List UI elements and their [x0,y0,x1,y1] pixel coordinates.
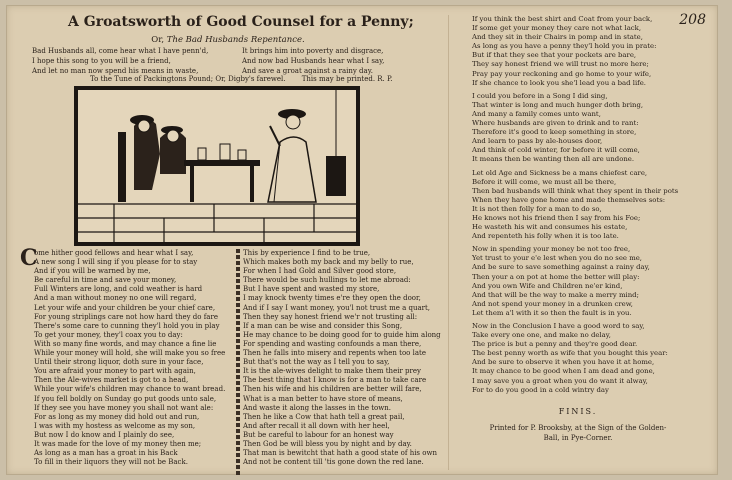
verse-line: When they have gone home and made themselves sots: [472,195,666,204]
verse-line: As long as you have a penny they'l hold you in prate: [472,42,657,51]
verse-line: To get your money, they'l coax you to day: [34,330,183,339]
verse-line: If you think the best shirt and Coat from your back, [472,15,653,23]
verse-line: He may chance to be doing good for to guide him along [243,330,441,339]
verse-line: And you own Wife and Children ne'er kind, [472,281,623,290]
verse-line: Where husbands are given to drink and to rant: [472,119,639,128]
verse-line: I may save you a groat when you do want it alway, [472,376,648,385]
verse-line: Full Winters are long, and cold weather is hard [34,285,203,294]
verse-line: ome hither good fellows and hear what I say, [34,249,194,257]
verse-line: Then he like a Cow that hath tell a great pail, [243,412,405,421]
verse-line: And learn to pass by ale-houses door, [472,137,603,146]
intro-line: And save a groat against a rainy day. [242,67,373,75]
subtitle-prefix: Or, [151,35,165,45]
verse-line: That winter is long and much hunger doth bring, [472,100,644,109]
intro-line: And now bad Husbands hear what I say, [242,57,385,65]
verse-line: A new song I will sing if you please for to stay [34,258,198,267]
verse-line: I may knock twenty times e're they open the door, [243,294,421,303]
woodcut-illustration [74,86,360,246]
verse-line: There would be such hullings to let me abroad: [243,276,411,285]
verse-line: There's some care to cunning they'l hold you in play [34,321,220,330]
verse-column-3 [472,15,684,395]
verse-line: And be sure to observe it when you have it at home, [472,358,655,367]
imprint-line: Ball, in Pye-Corner. [543,434,613,442]
verse-line: And repenteth his folly when it is too late. [472,232,619,241]
verse-line: This by experience I find to be true, [243,249,371,257]
intro-verse-right [242,46,384,76]
intro-verse-left [32,46,208,76]
verse-line: Then your a on pot at home the better will play: [472,272,640,281]
verse-line: For spending and wasting confounds a man there, [243,339,422,348]
verse-line: With so many fine words, and may chance a fine lie [34,339,217,348]
verse-line: But I have spent and wasted my store, [243,285,380,294]
verse-line: Now in spending your money be not too free, [472,245,631,254]
page-number: 208 [679,12,706,28]
verse-line: He wasteth his wit and consumes his estate, [472,223,628,232]
verse-line: They say honest friend we will trust no more here; [472,60,649,69]
verse-line: You are afraid your money to part with again, [34,367,196,376]
verse-line: While your money will hold, she will make you so free [34,349,226,358]
verse-line: And waste it along the lasses in the town. [243,403,391,412]
verse-line: To fill in their liquors they will not be Back. [34,458,188,467]
verse-column-1 [34,249,234,467]
verse-line: Until their strong liquor, doth sure in your face, [34,358,204,367]
verse-line: Let your wife and your children be your chief care, [34,303,216,312]
verse-line: The price is but a penny and they're good dear. [472,340,638,349]
verse-line: And that will be the way to make a merry mind; [472,290,639,299]
verse-line: If you fell boldly on Sunday go put goods unto sale, [34,394,217,403]
verse-line: Which makes both my back and my belly to rue, [243,258,414,267]
verse-line: Then his wife and his children are better will fare, [243,385,422,394]
verse-line: It is not then folly for a man to do so, [472,204,602,213]
verse-line: Then bad husbands will think what they spent in their pots [472,186,679,195]
verse-line: It may chance to be good when I am dead and gone, [472,367,655,376]
verse-line: I could you before in a Song I did sing, [472,91,608,100]
verse-line: Then the Ale-wives market is got to a head, [34,376,189,385]
verse-line: The best penny worth as wife that you bought this year: [472,349,668,358]
verse-line: If she chance to look you she'l lead you a bad life. [472,78,646,87]
verse-line: Let old Age and Sickness be a mans chiefest care, [472,168,648,177]
verse-line: And be sure to save something against a rainy day, [472,263,650,272]
verse-line: That man is bewitcht that hath a good state of his own [243,449,437,458]
verse-line: But be careful to labour for an honest way [243,430,394,439]
tune-line [90,75,393,83]
intro-line: Bad Husbands all, come hear what I have penn'd, [32,47,209,55]
verse-line: For when I had Gold and Silver good store, [243,267,397,276]
verse-line: For to do you good in a cold wintry day [472,385,609,394]
finis-label: FINIS. [558,407,598,416]
subtitle-text: The Bad Husbands Repentance. [166,35,305,45]
verse-line: But if that they see that your pockets are bare, [472,51,637,60]
verse-line: And many a family comes unto want, [472,109,601,118]
printer-imprint [472,423,684,443]
verse-line: But now I do know and I plainly do see, [34,430,175,439]
verse-line: And a man without money no one will regard, [34,294,197,303]
broadside-sheet [6,5,718,475]
column-divider [236,249,240,475]
verse-line: While your wife's children may chance to want bread. [34,385,226,394]
ballad-title: A Groatsworth of Good Counsel for a Penny; [68,14,414,30]
verse-line: He knows not his friend then I say from his Foe; [472,213,641,222]
verse-line: And think of cold winter, for before it will come, [472,146,640,155]
verse-line: Take every one one, and make no delay, [472,331,611,340]
verse-line: And they sit in their Chairs in pomp and in state, [472,33,643,42]
verse-line: And if you will be warned by me, [34,267,151,276]
verse-line: It means then be wanting then all are undone. [472,155,635,164]
verse-line: And if I say I want money, you'l not trust me a quart, [243,303,431,312]
verse-line: As long as a man has a groat in his Back [34,449,178,458]
verse-line: Before it will come, we must all be there, [472,177,617,186]
verse-line: Therefore it's good to keep something in store, [472,128,637,137]
tune-text: To the Tune of Packingtons Pound; Or, Digby's farewel. [90,75,286,83]
intro-line: I hope this song to you will be a friend, [32,57,171,65]
woodcut-svg [74,86,360,246]
verse-column-2 [243,249,448,467]
verse-line: If a man can be wise and consider this Song, [243,321,403,330]
verse-line: And after recall it all down with her heel, [243,421,390,430]
verse-line: Then they say honest friend we'r not trusting all: [243,312,418,321]
verse-line: Then he falls into misery and repents when too late [243,349,426,358]
intro-line: And let no man now spend his means in waste, [32,67,199,75]
verse-line: And not spend your money in a drunken crew, [472,299,633,308]
verse-line: I was with my hostess as welcome as my son, [34,421,196,430]
verse-line: For as long as my money did hold out and run, [34,412,200,421]
verse-line: What is a man better to have store of means, [243,394,403,403]
drop-capital: C [20,245,38,271]
verse-line: If some get your money they care not what lack, [472,24,642,33]
verse-line: But that's not the way as I tell you to say, [243,358,390,367]
verse-line: The best thing that I know is for a man to take care [243,376,427,385]
intro-line: It brings him into poverty and disgrace, [242,47,384,55]
verse-line: Let them a'l with it so then the fault is in you. [472,308,632,317]
verse-line: For young striplings care not how hard they do fare [34,312,218,321]
verse-line: And not be content till 'tis gone down the red lane. [243,458,424,467]
ballad-subtitle [68,35,388,45]
verse-line: It was made for the love of my money then me; [34,439,202,448]
verse-line: Yet trust to your e'e lest when you do no see me, [472,254,642,263]
verse-line: Now in the Conclusion I have a good word to say, [472,322,645,330]
verse-line: Then God be will bless you by night and by day. [243,439,412,448]
verse-line: Pray pay your reckoning and go home to your wife, [472,69,652,78]
licence-text: This may be printed. R. P. [301,75,393,83]
verse-line: If they see you have money you shall not want ale: [34,403,214,412]
verse-line: It is the ale-wives delight to make them their prey [243,367,421,376]
verse-line: Be careful in time and save your money, [34,276,177,285]
imprint-line: Printed for P. Brooksby, at the Sign of the Golden- [489,424,667,432]
